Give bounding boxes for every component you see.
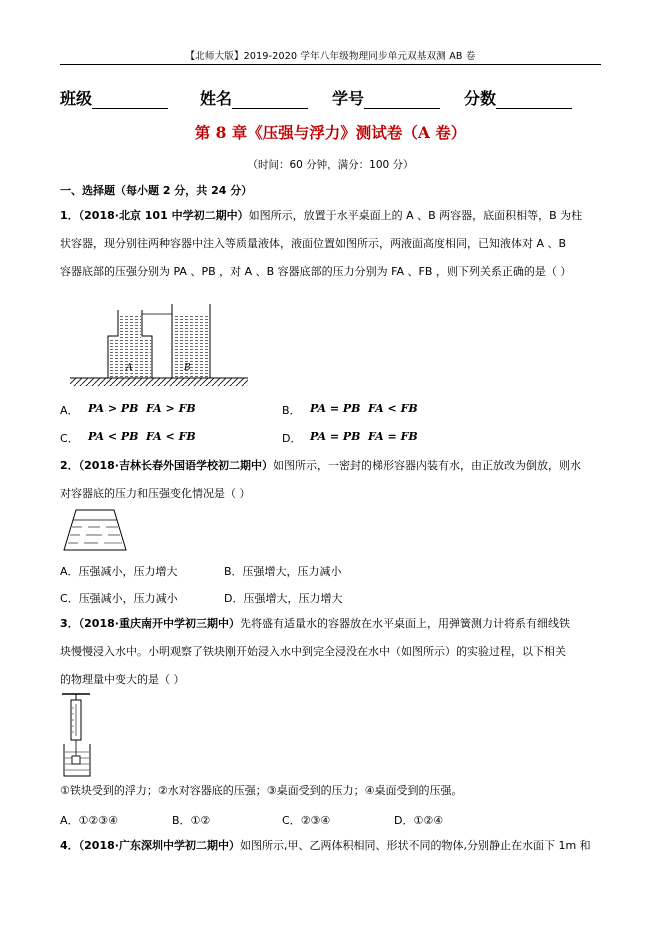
q2-option-c[interactable]: C．压强减小，压力减小 xyxy=(60,592,178,605)
q2-option-b[interactable]: B．压强增大，压力减小 xyxy=(224,565,342,578)
q1-line-2: 状容器，现分别往两种容器中注入等质量液体，液面位置如图所示，两液面高度相同，已知液体对 A 、B xyxy=(60,237,567,250)
q2-option-a[interactable]: A．压强减小，压力增大 xyxy=(60,565,178,578)
q2-line-1: 2．（2018·吉林长春外国语学校初二期中）如图所示，一密封的梯形容器内装有水，由正放改为倒放，则水 xyxy=(60,459,581,472)
container-a-label: A xyxy=(126,363,133,373)
q1-option-d[interactable]: D． xyxy=(282,432,302,445)
q3-option-c[interactable]: C．②③④ xyxy=(282,814,331,827)
q3-line-1: 3．（2018·重庆南开中学初三期中）先将盛有适量水的容器放在水平桌面上，用弹簧测力计将系有细线铁 xyxy=(60,617,570,630)
q1-option-b-pressure: PA = PB xyxy=(310,402,361,415)
q3-option-b[interactable]: B．①② xyxy=(172,814,211,827)
q1-option-c[interactable]: C． xyxy=(60,432,79,445)
name-blank[interactable] xyxy=(232,92,308,109)
section-heading: 一、选择题（每小题 2 分，共 24 分） xyxy=(60,184,253,197)
q1-option-a-pressure: PA > PB xyxy=(88,402,139,415)
q3-statement: ①铁块受到的浮力；②水对容器底的压强；③桌面受到的压力；④桌面受到的压强。 xyxy=(60,784,463,797)
q1-line-1: 1．（2018·北京 101 中学初二期中）如图所示，放置于水平桌面上的 A 、B 两容器，底面积相等，B 为柱 xyxy=(60,209,583,222)
q1-figure-containers xyxy=(70,300,250,388)
question-2 xyxy=(60,452,605,508)
number-blank[interactable] xyxy=(364,92,440,109)
q1-option-b-force: FA < FB xyxy=(368,402,418,415)
q1-option-d-force: FA = FB xyxy=(368,430,418,443)
q2-option-d[interactable]: D．压强增大，压力增大 xyxy=(224,592,343,605)
info-field-score: 分数 xyxy=(464,86,572,109)
q1-option-b[interactable]: B． xyxy=(282,404,301,417)
q4-line-1: 4．（2018·广东深圳中学初二期中）如图所示,甲、乙两体积相同、形状不同的物体,分别静止在水面下 1m 和 xyxy=(60,839,591,852)
q1-option-d-pressure: PA = PB xyxy=(310,430,361,443)
class-blank[interactable] xyxy=(92,92,168,109)
info-field-name: 姓名 xyxy=(200,86,308,109)
q1-option-a-force: FA > FB xyxy=(146,402,196,415)
q1-option-c-pressure: PA < PB xyxy=(88,430,139,443)
question-1 xyxy=(60,202,605,286)
exam-subtitle: （时间：60 分钟，满分：100 分） xyxy=(247,159,414,171)
q3-figure-spring-scale xyxy=(62,692,96,778)
info-field-number: 学号 xyxy=(332,86,440,109)
q1-option-a[interactable]: A． xyxy=(60,404,79,417)
question-4 xyxy=(60,832,605,860)
q2-line-2: 对容器底的压力和压强变化情况是（ ） xyxy=(60,487,251,500)
exam-title: 第 8 章《压强与浮力》测试卷（A 卷） xyxy=(194,123,467,142)
q1-option-c-force: FA < FB xyxy=(146,430,196,443)
container-b-label: B xyxy=(184,363,191,373)
header-divider xyxy=(60,64,601,65)
q3-line-3: 的物理量中变大的是（ ） xyxy=(60,673,185,686)
q3-option-d[interactable]: D．①②④ xyxy=(394,814,444,827)
q2-figure-trapezoid-container xyxy=(62,508,128,552)
page-header: 【北师大版】2019-2020 学年八年级物理同步单元双基双测 AB 卷 xyxy=(185,51,476,62)
score-blank[interactable] xyxy=(496,92,572,109)
q1-line-3: 容器底部的压强分别为 PA 、PB ，对 A 、B 容器底部的压力分别为 FA 、FB ，则下列关系正确的是（ ） xyxy=(60,265,572,278)
info-field-class: 班级 xyxy=(60,86,168,109)
question-3 xyxy=(60,610,605,694)
q3-option-a[interactable]: A．①②③④ xyxy=(60,814,118,827)
q3-line-2: 块慢慢浸入水中。小明观察了铁块刚开始浸入水中到完全浸没在水中（如图所示）的实验过程，以下相关 xyxy=(60,645,566,658)
